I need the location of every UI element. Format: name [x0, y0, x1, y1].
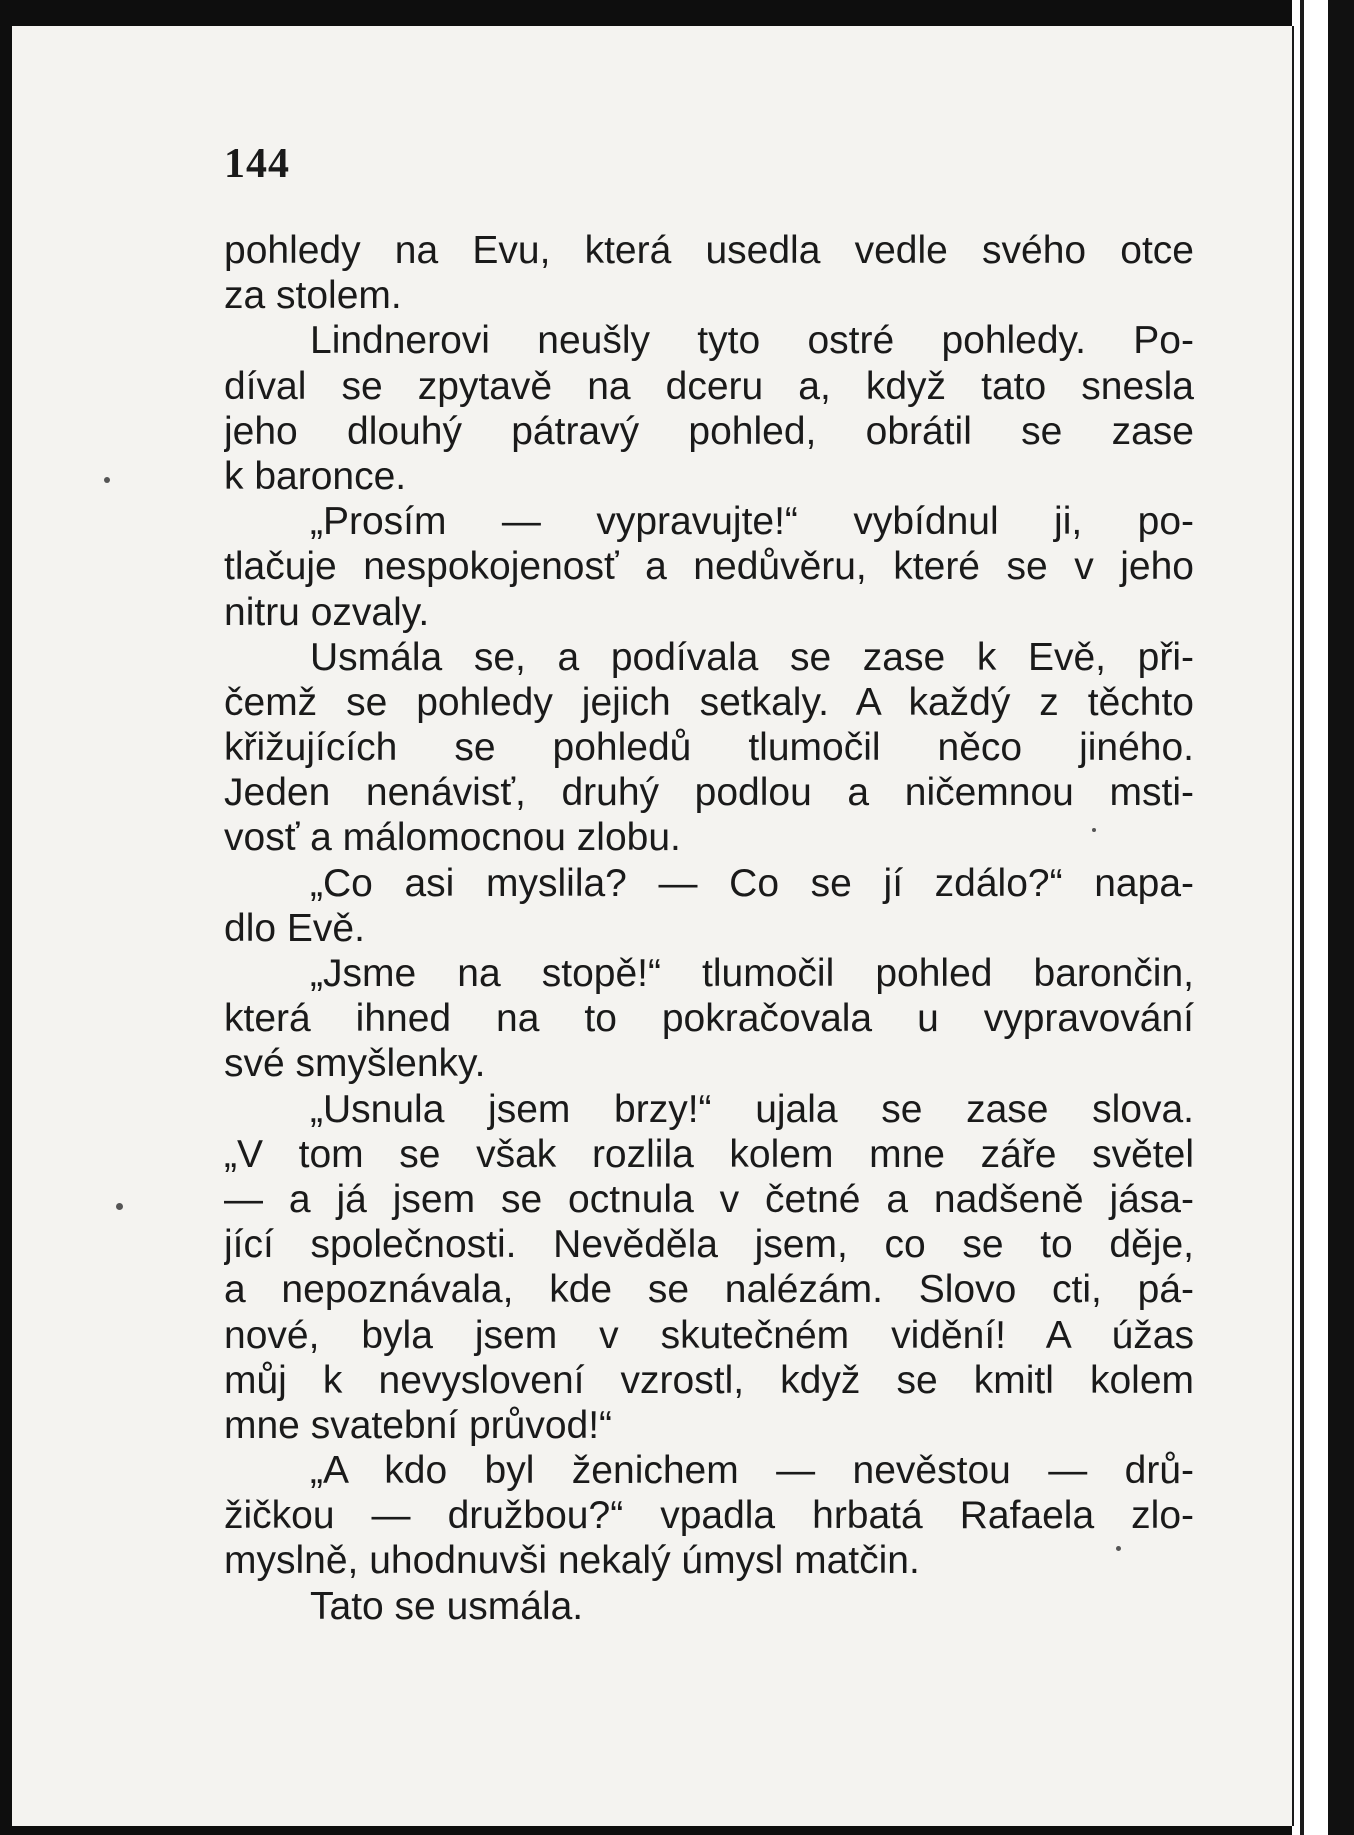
- scan-speck: [116, 1203, 123, 1210]
- text-line: Tato se usmála.: [310, 1584, 584, 1628]
- text-line: dlo Evě.: [224, 906, 365, 950]
- text-line: čemž se pohledy jejich setkaly. A každý z těchto: [224, 680, 1194, 724]
- text-line: — a já jsem se octnula v četné a nadšeně jása-: [224, 1177, 1194, 1221]
- text-line: tlačuje nespokojenosť a nedůvěru, které se v jeho: [224, 545, 1194, 589]
- text-line: „Usnula jsem brzy!“ ujala se zase slova.: [310, 1087, 1194, 1131]
- text-line: „Co asi myslila? — Co se jí zdálo?“ napa-: [310, 861, 1194, 905]
- text-line: mne svatební průvod!“: [224, 1403, 613, 1447]
- text-line: pohledy na Evu, která usedla vedle svého otce: [224, 229, 1194, 272]
- text-line: „Jsme na stopě!“ tlumočil pohled barončin,: [310, 952, 1194, 995]
- text-line: Jeden nenávisť, druhý podlou a ničemnou msti-: [224, 771, 1194, 815]
- scan-speck: [104, 477, 110, 483]
- text-line: „Prosím — vypravujte!“ vybídnul ji, po-: [310, 500, 1194, 544]
- text-line: křižujících se pohledů tlumočil něco jiného.: [224, 726, 1194, 770]
- page-number: 144: [224, 141, 290, 187]
- text-line: vosť a málomocnou zlobu.: [224, 816, 681, 860]
- text-line: jeho dlouhý pátravý pohled, obrátil se zase: [224, 409, 1194, 453]
- body-text: [224, 228, 1194, 1629]
- text-line: Usmála se, a podívala se zase k Evě, při-: [310, 635, 1194, 679]
- binding-line: [1300, 0, 1304, 1835]
- scan-speck: [1116, 1546, 1121, 1551]
- text-line: „A kdo byl ženichem — nevěstou — drů-: [310, 1449, 1194, 1493]
- text-line: za stolem.: [224, 274, 402, 318]
- text-line: žičkou — družbou?“ vpadla hrbatá Rafaela zlo-: [224, 1494, 1194, 1538]
- text-line: myslně, uhodnuvši nekalý úmysl matčin.: [224, 1539, 920, 1583]
- text-line: díval se zpytavě na dceru a, když tato snesla: [224, 364, 1194, 408]
- text-line: své smyšlenky.: [224, 1042, 486, 1086]
- text-line: která ihned na to pokračovala u vypravování: [224, 997, 1194, 1041]
- text-line: jící společnosti. Nevěděla jsem, co se to děje,: [224, 1223, 1194, 1267]
- text-line: k baronce.: [224, 454, 407, 498]
- text-line: nové, byla jsem v skutečném vidění! A úžas: [224, 1313, 1194, 1357]
- text-line: nitru ozvaly.: [224, 590, 430, 634]
- text-line: můj k nevyslovení vzrostl, když se kmitl kolem: [224, 1358, 1194, 1402]
- scan-speck: [1092, 828, 1096, 832]
- text-line: a nepoznávala, kde se nalézám. Slovo cti, pá-: [224, 1268, 1194, 1312]
- text-line: „V tom se však rozlila kolem mne záře světel: [224, 1132, 1194, 1176]
- text-line: Lindnerovi neušly tyto ostré pohledy. Po-: [310, 319, 1194, 363]
